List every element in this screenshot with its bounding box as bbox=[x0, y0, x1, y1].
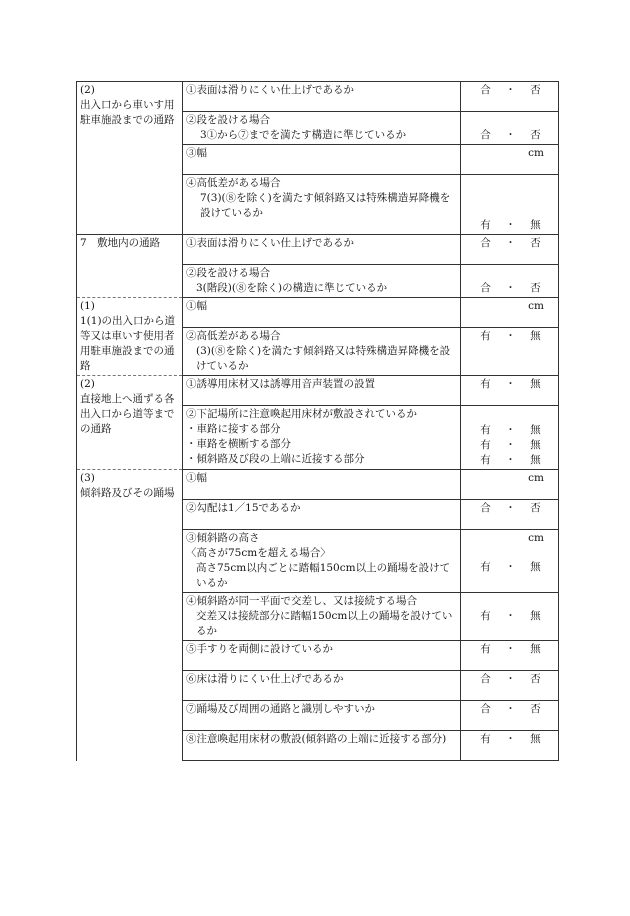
answer-ok[interactable]: 合 bbox=[480, 703, 491, 715]
item-subtext: 3①から⑦までを満たす構造に準じているか bbox=[200, 129, 407, 141]
item-text: ①表面は滑りにくい仕上げであるか bbox=[186, 237, 354, 249]
answer-cell[interactable] bbox=[461, 82, 559, 112]
item-subtext: ・傾斜路及び段の上端に近接する部分 bbox=[186, 453, 365, 465]
answer-ok[interactable]: 合 bbox=[480, 84, 491, 96]
answer-cell[interactable] bbox=[461, 235, 559, 265]
answer-ng[interactable]: 否 bbox=[530, 282, 541, 294]
unit-label: cm bbox=[528, 147, 544, 159]
item-text: ②勾配は1／15であるか bbox=[186, 502, 301, 514]
item-cell bbox=[183, 470, 461, 500]
answer-yes[interactable]: 有 bbox=[480, 733, 491, 745]
item-text: ⑦踊場及び周囲の通路と識別しやすいか bbox=[186, 703, 375, 715]
section-2-label bbox=[77, 82, 183, 235]
item-cell bbox=[183, 265, 461, 298]
item-cell bbox=[183, 175, 461, 235]
answer-sep: ・ bbox=[505, 733, 516, 745]
item-subtext: 〈高さが75cmを超える場合〉 bbox=[186, 547, 331, 559]
item-text: ③幅 bbox=[186, 147, 207, 159]
answer-ok-ng[interactable] bbox=[461, 281, 558, 296]
answer-cell[interactable] bbox=[461, 376, 559, 406]
answer-cell[interactable] bbox=[461, 701, 559, 731]
item-text: ④高低差がある場合 bbox=[186, 177, 281, 189]
answer-cell[interactable] bbox=[461, 406, 559, 470]
answer-sep: ・ bbox=[505, 673, 516, 685]
item-cell bbox=[183, 671, 461, 701]
answer-ok-ng[interactable] bbox=[461, 672, 558, 687]
answer-sep: ・ bbox=[505, 237, 516, 249]
answer-yes[interactable]: 有 bbox=[480, 439, 491, 451]
section-title: 7 敷地内の通路 bbox=[80, 237, 161, 249]
answer-ng[interactable]: 否 bbox=[530, 84, 541, 96]
answer-ok[interactable]: 合 bbox=[480, 282, 491, 294]
section-2b-label bbox=[77, 376, 183, 470]
answer-ok[interactable]: 合 bbox=[480, 673, 491, 685]
section-number: (1) bbox=[80, 300, 95, 312]
answer-sep: ・ bbox=[505, 502, 516, 514]
item-text: ⑤手すりを両側に設けているか bbox=[186, 643, 333, 655]
item-subtext: (3)(⑧を除く)を満たす傾斜路又は特殊構造昇降機を設けているか bbox=[196, 345, 451, 372]
answer-cell[interactable] bbox=[461, 593, 559, 641]
item-subtext: 3(階段)(⑧を除く)の構造に準じているか bbox=[196, 282, 388, 294]
answer-no[interactable]: 無 bbox=[530, 424, 541, 436]
item-cell bbox=[183, 235, 461, 265]
answer-ng[interactable]: 否 bbox=[530, 502, 541, 514]
answer-ok-ng[interactable] bbox=[461, 128, 558, 143]
answer-no[interactable]: 無 bbox=[530, 378, 541, 390]
answer-yes-no[interactable] bbox=[461, 218, 558, 233]
section-title: 出入口から車いす用駐車施設までの通路 bbox=[80, 99, 175, 126]
answer-no[interactable]: 無 bbox=[530, 561, 541, 573]
answer-sep: ・ bbox=[505, 378, 516, 390]
answer-ok[interactable]: 合 bbox=[480, 129, 491, 141]
answer-sep: ・ bbox=[505, 643, 516, 655]
answer-no[interactable]: 無 bbox=[530, 643, 541, 655]
answer-cell[interactable] bbox=[461, 641, 559, 671]
answer-yes-no[interactable] bbox=[461, 732, 558, 747]
item-text: ②段を設ける場合 bbox=[186, 267, 270, 279]
answer-cell[interactable] bbox=[461, 265, 559, 298]
answer-cell[interactable] bbox=[461, 671, 559, 701]
answer-cell[interactable] bbox=[461, 731, 559, 761]
item-subtext: 交差又は接続部分に踏幅150cm以上の踊場を設けているか bbox=[196, 610, 453, 637]
answer-cell[interactable] bbox=[461, 298, 559, 328]
section-1-label bbox=[77, 298, 183, 376]
item-cell bbox=[183, 731, 461, 761]
item-cell bbox=[183, 641, 461, 671]
item-cell bbox=[183, 112, 461, 145]
item-text: ②高低差がある場合 bbox=[186, 330, 281, 342]
item-cell bbox=[183, 145, 461, 175]
answer-sep: ・ bbox=[505, 561, 516, 573]
item-cell bbox=[183, 406, 461, 470]
item-text: ③傾斜路の高さ bbox=[186, 532, 260, 544]
unit-label: cm bbox=[528, 300, 544, 312]
answer-no[interactable]: 無 bbox=[530, 610, 541, 622]
answer-ng[interactable]: 否 bbox=[530, 129, 541, 141]
answer-sep: ・ bbox=[505, 454, 516, 466]
answer-no[interactable]: 無 bbox=[530, 733, 541, 745]
answer-sep: ・ bbox=[505, 84, 516, 96]
answer-ok[interactable]: 合 bbox=[480, 502, 491, 514]
answer-sep: ・ bbox=[505, 703, 516, 715]
item-cell bbox=[183, 82, 461, 112]
section-number: (3) bbox=[80, 472, 95, 484]
answer-cell[interactable] bbox=[461, 328, 559, 376]
item-cell bbox=[183, 298, 461, 328]
answer-cell[interactable] bbox=[461, 145, 559, 175]
item-cell bbox=[183, 530, 461, 593]
answer-ng[interactable]: 否 bbox=[530, 237, 541, 249]
answer-stack[interactable] bbox=[461, 423, 558, 468]
item-subtext: 高さ75cm以内ごとに踏幅150cm以上の踊場を設けているか bbox=[196, 562, 451, 589]
item-text: ②下記場所に注意喚起用床材が敷設されているか bbox=[186, 408, 417, 420]
answer-sep: ・ bbox=[505, 610, 516, 622]
answer-yes-no[interactable] bbox=[461, 642, 558, 657]
answer-ok-ng[interactable] bbox=[461, 83, 558, 98]
item-text: ②段を設ける場合 bbox=[186, 114, 270, 126]
answer-yes-no[interactable] bbox=[461, 377, 558, 392]
item-subtext: ・車路を横断する部分 bbox=[186, 438, 291, 450]
answer-yes[interactable]: 有 bbox=[480, 424, 491, 436]
section-number: (2) bbox=[80, 378, 95, 390]
item-text: ⑥床は滑りにくい仕上げであるか bbox=[186, 673, 344, 685]
answer-ok[interactable]: 合 bbox=[480, 237, 491, 249]
answer-sep: ・ bbox=[505, 330, 516, 342]
item-text: ①表面は滑りにくい仕上げであるか bbox=[186, 84, 354, 96]
answer-no[interactable]: 無 bbox=[530, 454, 541, 466]
section-title: 直接地上へ通ずる各出入口から道等までの通路 bbox=[80, 393, 175, 435]
answer-no[interactable]: 無 bbox=[530, 330, 541, 342]
answer-cell[interactable] bbox=[461, 175, 559, 235]
answer-yes-no[interactable] bbox=[461, 560, 558, 575]
item-text: ①誘導用床材又は誘導用音声装置の設置 bbox=[186, 378, 375, 390]
section-3-label bbox=[77, 470, 183, 761]
section-number: (2) bbox=[80, 84, 95, 96]
item-text: ⑧注意喚起用床材の敷設(傾斜路の上端に近接する部分) bbox=[186, 733, 447, 745]
answer-cell[interactable] bbox=[461, 500, 559, 530]
answer-cell[interactable] bbox=[461, 530, 559, 593]
answer-ok-ng[interactable] bbox=[461, 702, 558, 717]
section-title: 1(1)の出入口から道等又は車いす使用者用駐車施設までの通路 bbox=[80, 315, 176, 372]
answer-yes-no[interactable] bbox=[461, 329, 558, 344]
item-cell bbox=[183, 500, 461, 530]
answer-sep: ・ bbox=[505, 439, 516, 451]
answer-ng[interactable]: 否 bbox=[530, 673, 541, 685]
item-cell bbox=[183, 328, 461, 376]
answer-sep: ・ bbox=[505, 424, 516, 436]
answer-yes[interactable]: 有 bbox=[480, 643, 491, 655]
answer-no[interactable]: 無 bbox=[530, 439, 541, 451]
answer-sep: ・ bbox=[505, 282, 516, 294]
unit-label: cm bbox=[528, 532, 544, 544]
item-text: ①幅 bbox=[186, 472, 207, 484]
checklist-table bbox=[76, 81, 559, 761]
answer-ok-ng[interactable] bbox=[461, 501, 558, 516]
answer-ok-ng[interactable] bbox=[461, 236, 558, 251]
section-title: 傾斜路及びその踊場 bbox=[80, 487, 175, 499]
item-cell bbox=[183, 376, 461, 406]
unit-label: cm bbox=[528, 472, 544, 484]
answer-sep: ・ bbox=[505, 219, 516, 231]
answer-sep: ・ bbox=[505, 129, 516, 141]
answer-yes[interactable]: 有 bbox=[480, 219, 491, 231]
answer-yes[interactable]: 有 bbox=[480, 610, 491, 622]
answer-yes-no[interactable] bbox=[461, 609, 558, 624]
answer-cell[interactable] bbox=[461, 470, 559, 500]
answer-yes[interactable]: 有 bbox=[480, 561, 491, 573]
item-subtext: 7(3)(⑧を除く)を満たす傾斜路又は特殊構造昇降機を設けているか bbox=[200, 192, 451, 219]
answer-yes[interactable]: 有 bbox=[480, 378, 491, 390]
answer-no[interactable]: 無 bbox=[530, 219, 541, 231]
item-cell bbox=[183, 701, 461, 731]
item-cell bbox=[183, 593, 461, 641]
answer-cell[interactable] bbox=[461, 112, 559, 145]
item-text: ④傾斜路が同一平面で交差し、又は接続する場合 bbox=[186, 595, 417, 607]
answer-ng[interactable]: 否 bbox=[530, 703, 541, 715]
section-7-label bbox=[77, 235, 183, 298]
answer-yes[interactable]: 有 bbox=[480, 454, 491, 466]
answer-yes[interactable]: 有 bbox=[480, 330, 491, 342]
item-subtext: ・車路に接する部分 bbox=[186, 423, 281, 435]
item-text: ①幅 bbox=[186, 300, 207, 312]
